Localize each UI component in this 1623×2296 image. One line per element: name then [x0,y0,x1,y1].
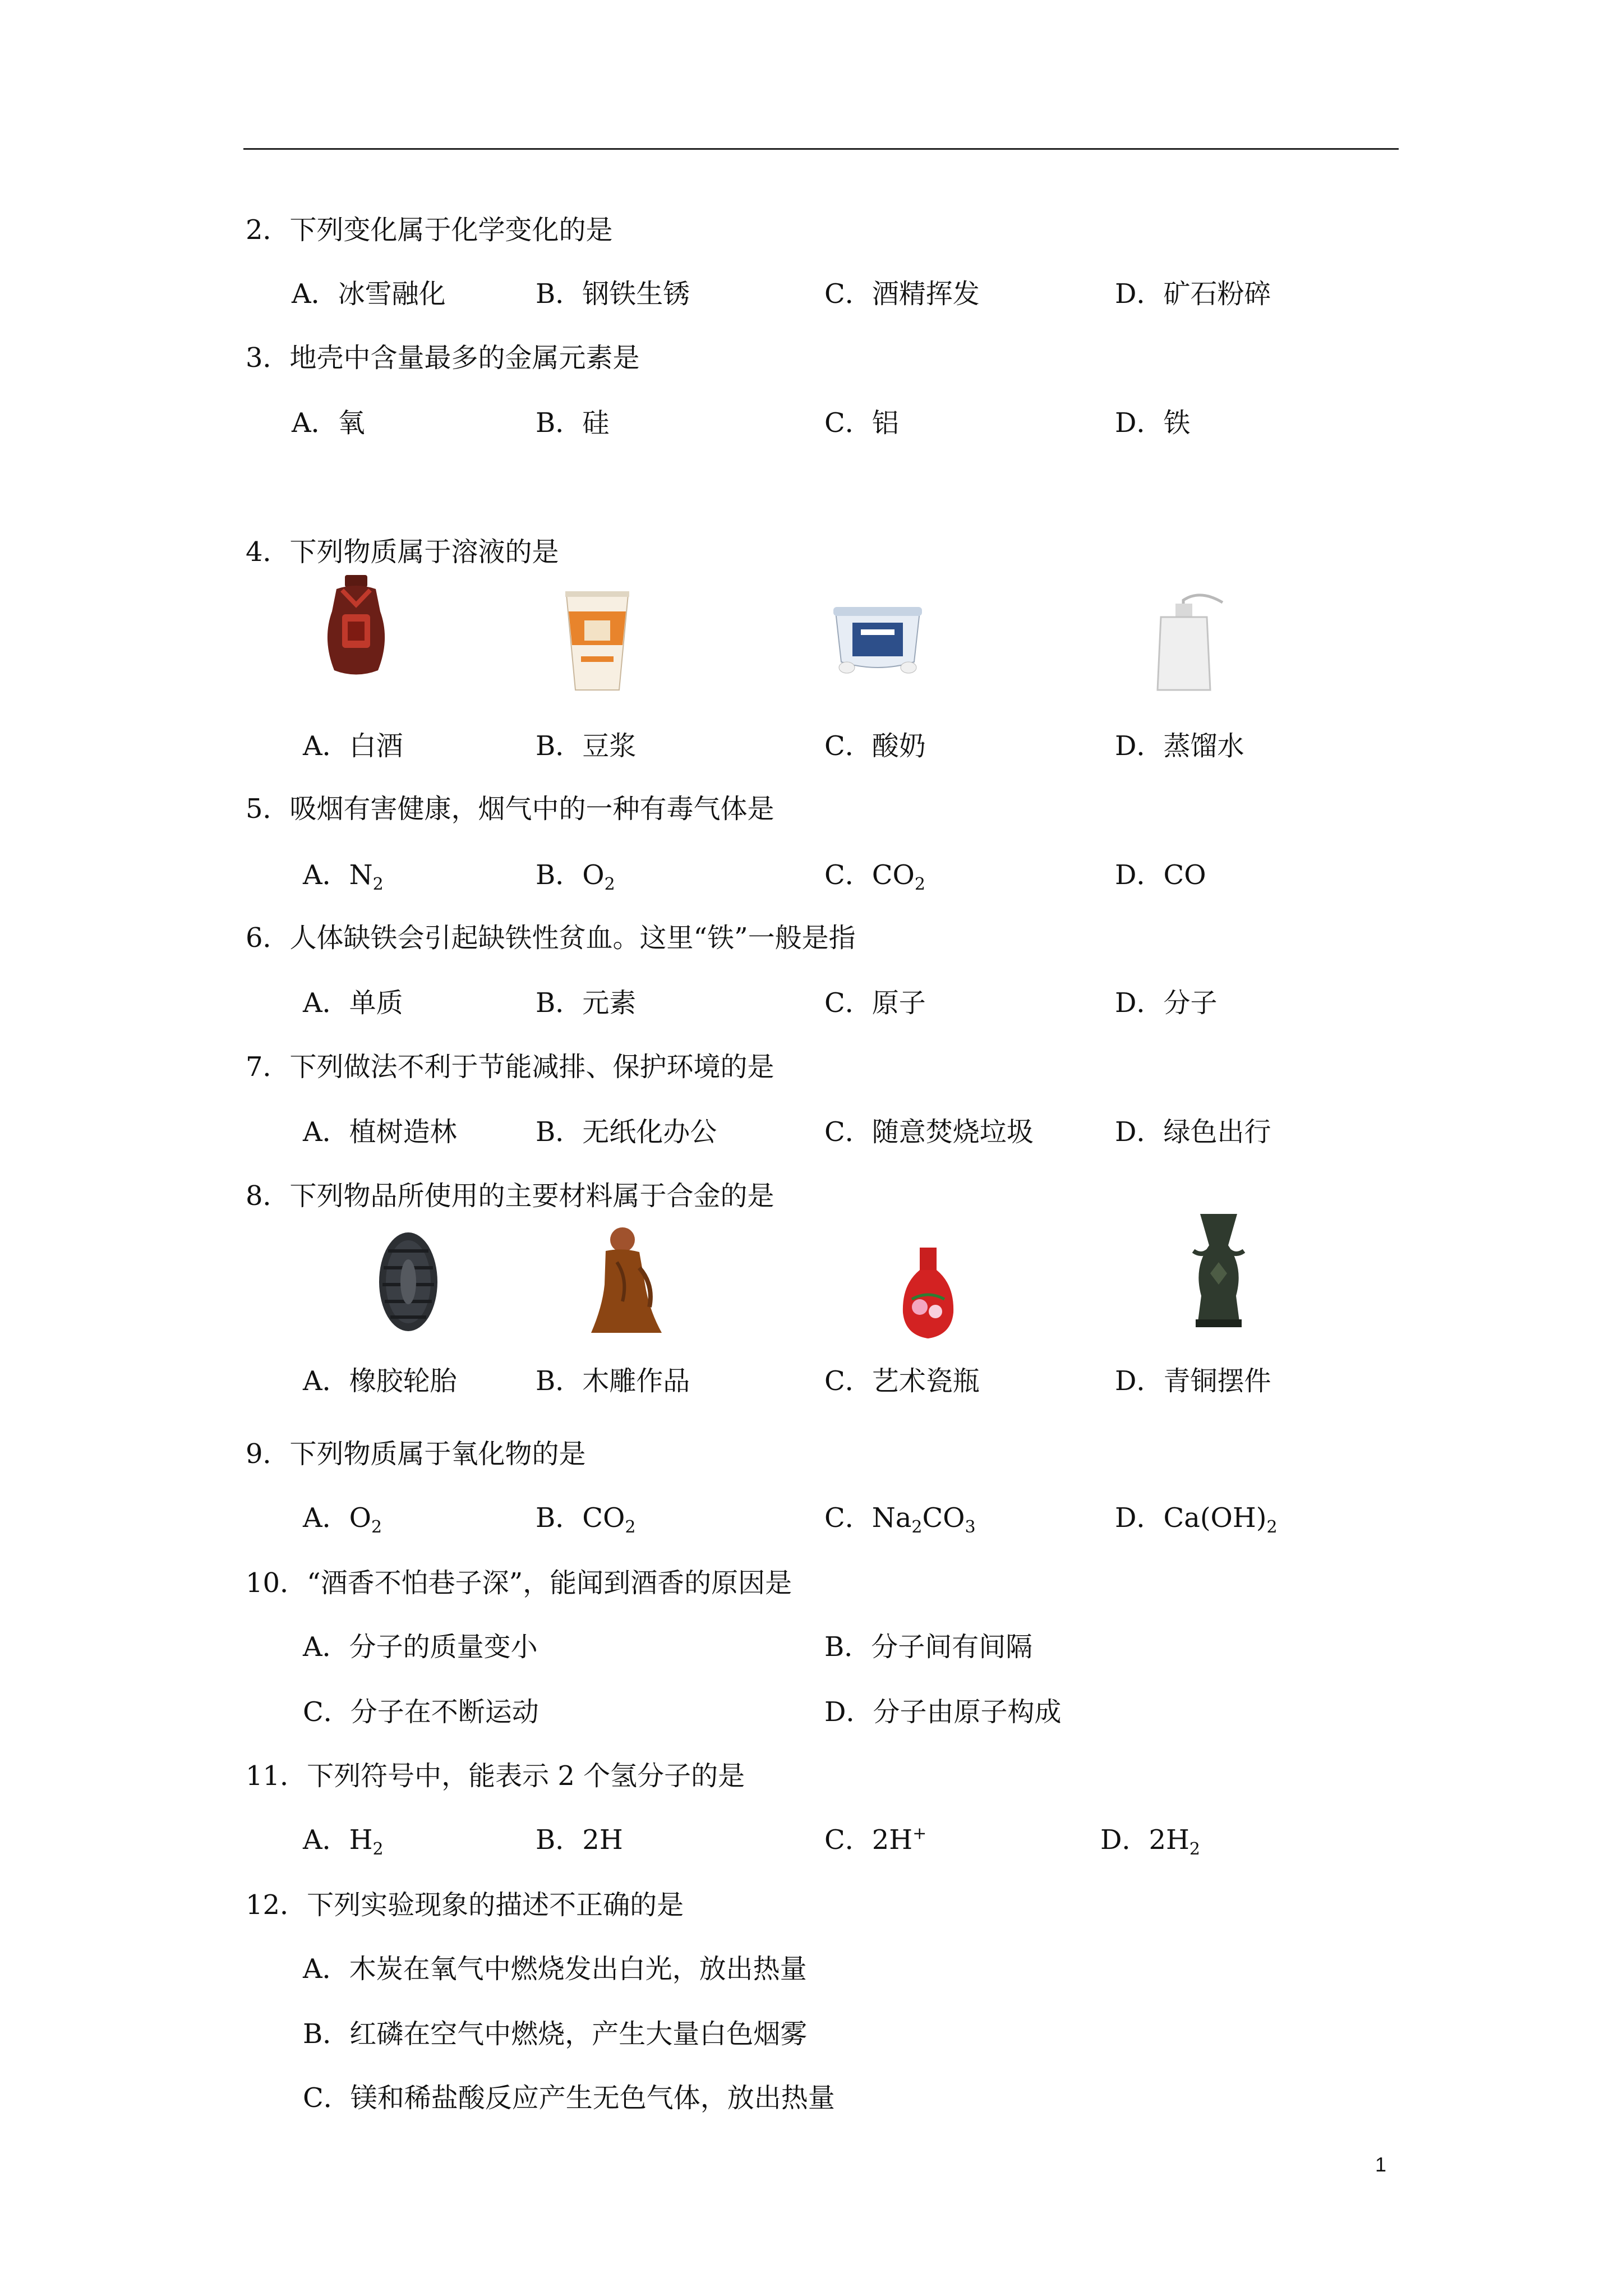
q12-option-a: A．木炭在氧气中燃烧发出白光，放出热量 [303,1953,807,1985]
question-2-stem: 2．下列变化属于化学变化的是 [246,214,613,246]
q11-c-superscript: + [912,1824,927,1843]
q11-c-text: C．2H [824,1824,913,1856]
q8-option-d: D．青铜摆件 [1115,1365,1271,1397]
q5-c-subscript: 2 [914,875,925,894]
q7-option-c: C．随意焚烧垃圾 [824,1116,1034,1148]
soy-milk-cup-image [561,589,634,696]
q2-option-c: C．酒精挥发 [824,278,980,310]
q5-a-text: A．N [303,859,373,891]
question-12-stem: 12．下列实验现象的描述不正确的是 [246,1889,684,1921]
question-7-stem: 7．下列做法不利于节能减排、保护环境的是 [246,1051,774,1083]
q9-option-c [824,1501,976,1535]
q5-option-b [536,858,615,892]
q11-d-text: D．2H [1100,1824,1189,1856]
q8-option-b: B．木雕作品 [536,1365,690,1397]
q9-option-d [1115,1501,1278,1535]
q9-d-text: D．Ca(OH) [1115,1502,1267,1534]
q12-option-b: B．红磷在空气中燃烧，产生大量白色烟雾 [303,2018,808,2050]
rubber-tire-image [375,1228,442,1335]
q11-a-subscript: 2 [372,1839,384,1859]
question-5-stem: 5．吸烟有害健康，烟气中的一种有毒气体是 [246,793,774,825]
q9-b-subscript: 2 [625,1517,636,1537]
q3-option-b: B．硅 [536,407,610,439]
q10-option-c: C．分子在不断运动 [303,1696,539,1728]
q10-option-a: A．分子的质量变小 [303,1631,538,1663]
q5-b-subscript: 2 [604,875,615,894]
question-8-stem: 8．下列物品所使用的主要材料属于合金的是 [246,1180,774,1212]
q4-option-c: C．酸奶 [824,730,926,762]
q7-option-a: A．植树造林 [303,1116,457,1148]
q11-d-subscript: 2 [1189,1839,1200,1859]
q9-a-text: A．O [303,1502,372,1534]
q4-option-b: B．豆浆 [536,730,637,762]
q5-c-text: C．CO [824,859,915,891]
q3-option-c: C．铝 [824,407,899,439]
question-11-stem: 11．下列符号中，能表示 2 个氢分子的是 [246,1760,745,1792]
q7-option-d: D．绿色出行 [1115,1116,1271,1148]
q5-a-subscript: 2 [372,875,384,894]
question-10-stem: 10．“酒香不怕巷子深”，能闻到酒香的原因是 [246,1567,792,1599]
q11-a-text: A．H [303,1824,373,1856]
q8-option-a: A．橡胶轮胎 [303,1365,457,1397]
q6-option-d: D．分子 [1115,987,1218,1019]
wash-bottle-image [1144,583,1228,696]
liquor-jar-image [320,572,393,679]
q9-d-subscript: 2 [1266,1517,1278,1537]
q6-option-b: B．元素 [536,987,637,1019]
q2-option-a: A．冰雪融化 [292,278,446,310]
q6-option-c: C．原子 [824,987,926,1019]
q11-option-c [824,1823,926,1857]
q9-b-text: B．CO [536,1502,625,1534]
porcelain-vase-image [897,1245,959,1341]
q12-option-c: C．镁和稀盐酸反应产生无色气体，放出热量 [303,2082,835,2114]
page-number: 1 [1375,2153,1387,2176]
q5-option-d: D．CO [1115,859,1206,891]
question-9-stem: 9．下列物质属于氧化物的是 [246,1438,586,1470]
q5-option-c [824,858,925,892]
q9-option-a [303,1501,382,1535]
question-4-stem: 4．下列物质属于溶液的是 [246,536,559,568]
q11-option-b: B．2H [536,1824,623,1856]
q10-option-d: D．分子由原子构成 [824,1696,1062,1728]
bronze-vase-image [1188,1212,1249,1329]
q9-a-subscript: 2 [371,1517,382,1537]
q10-option-b: B．分子间有间隔 [824,1631,1033,1663]
q7-option-b: B．无纸化办公 [536,1116,717,1148]
q5-b-text: B．O [536,859,605,891]
q4-option-a: A．白酒 [303,730,403,762]
q3-option-a: A．氧 [292,407,365,439]
header-rule [243,148,1399,150]
wood-carving-image [583,1223,667,1341]
q8-option-c: C．艺术瓷瓶 [824,1365,980,1397]
q11-option-d [1100,1823,1200,1857]
q9-c-text-2: CO [922,1502,965,1534]
question-6-stem: 6．人体缺铁会引起缺铁性贫血。这里“铁”一般是指 [246,922,856,954]
yogurt-cup-image [830,600,925,690]
q3-option-d: D．铁 [1115,407,1191,439]
q5-option-a [303,858,384,892]
q9-c-subscript-1: 2 [911,1517,923,1537]
q9-option-b [536,1501,635,1535]
q9-c-text: C．Na [824,1502,912,1534]
q4-option-d: D．蒸馏水 [1115,730,1244,762]
question-3-stem: 3．地壳中含量最多的金属元素是 [246,342,640,374]
q9-c-subscript-2: 3 [965,1517,976,1537]
q11-option-a [303,1823,384,1857]
q2-option-b: B．钢铁生锈 [536,278,690,310]
q6-option-a: A．单质 [303,987,403,1019]
q2-option-d: D．矿石粉碎 [1115,278,1271,310]
